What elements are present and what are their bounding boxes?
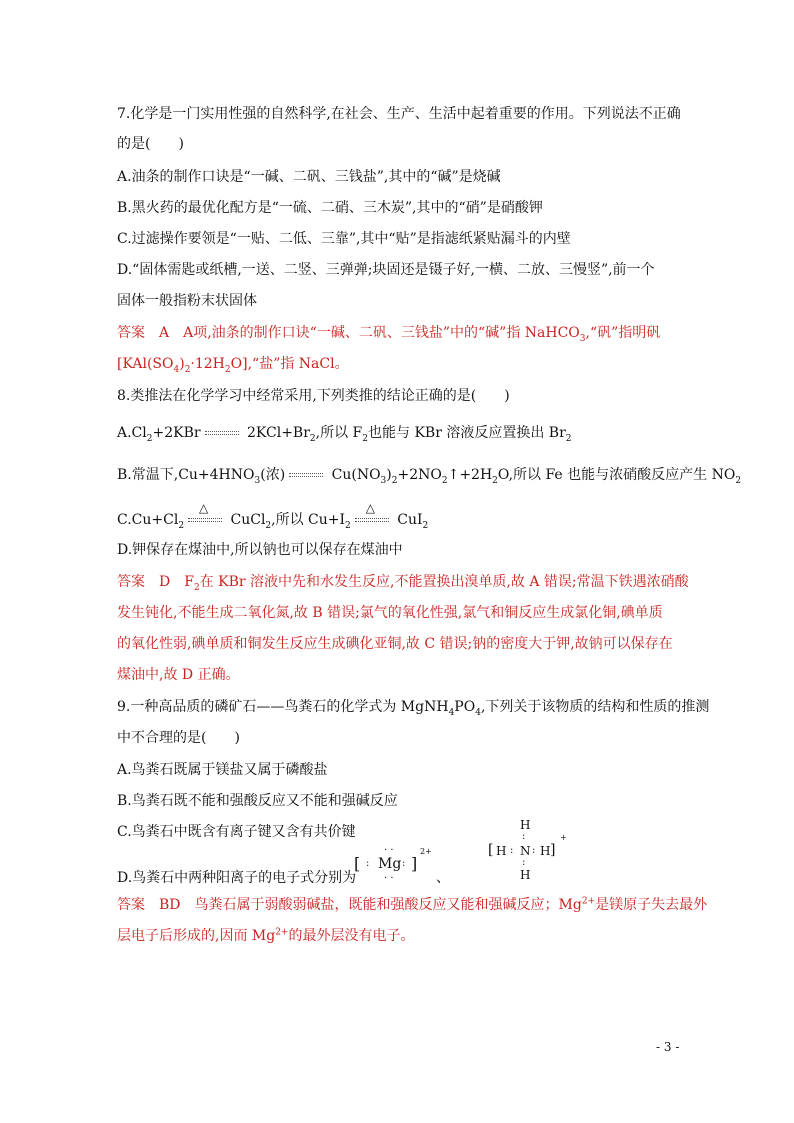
q8-stem: 8.类推法在化学学习中经常采用,下列类推的结论正确的是( ) xyxy=(117,388,510,404)
q7-option-d-line1: D.“固体需匙或纸槽,一送、二竖、三弹弹;块固还是镊子好,一横、二放、三慢竖”,前一个 xyxy=(117,262,655,278)
q7-option-b: B.黑火药的最优化配方是“一硫、二硝、三木炭”,其中的“硝”是硝酸钾 xyxy=(117,200,543,216)
heat-arrow-icon: △ xyxy=(188,515,222,525)
q7-option-d-line2: 固体一般指粉末状固体 xyxy=(117,293,257,309)
q8-option-a: $A.Cl_2+2KBr$ $2KCl+Br_2$,所以 $F_2$也能与 KBr 溶液反应置换出 $Br_2$ xyxy=(117,425,572,444)
q7-stem-line2: 的是( ) xyxy=(117,136,184,152)
q9-stem-line1: 9.一种高品质的磷矿石——鸟粪石的化学式为 $MgNH_4PO_4$,下列关于该物质的结构和性质的推测 xyxy=(117,699,710,718)
q8-option-d: D.钾保存在煤油中,所以钠也可以保存在煤油中 xyxy=(117,542,403,558)
q8-option-c: $C.Cu+Cl_2$ △ CuCl$_2$,所以 $Cu+I_2$ △ CuI$_2$ xyxy=(117,501,429,531)
q7-answer-line1: 答案 A A项,油条的制作口诀“一碱、二矾、三钱盐”中的“碱”指 NaHCO$_3$,“矾”指明矾 xyxy=(117,325,661,344)
q7-answer-label: 答案 A xyxy=(117,325,170,341)
q9-answer-label: 答案 BD xyxy=(117,897,181,913)
q9-option-b: B.鸟粪石既不能和强酸反应又不能和强碱反应 xyxy=(117,793,398,809)
q8-answer-line1: 答案 D $F_2$在 KBr 溶液中先和水发生反应,不能置换出溴单质,故 A 错误;常温下铁遇浓硝酸 xyxy=(117,574,689,593)
q9-answer-line2: 层电子后形成的,因而 $Mg^{2+}$的最外层没有电子。 xyxy=(117,927,415,944)
page-number: - 3 - xyxy=(656,1040,680,1054)
equals-arrow-icon xyxy=(289,470,323,480)
nh4-ion-electron-formula: H : [ H : N : H ] + : H xyxy=(488,818,567,882)
heat-arrow-icon: △ xyxy=(355,515,389,525)
q9-option-d: D.鸟粪石中两种阳离子的电子式分别为 xyxy=(117,870,357,886)
q8-answer-line4: 煤油中,故 D 正确。 xyxy=(117,667,240,683)
equals-arrow-icon xyxy=(205,428,239,438)
q8-answer-label: 答案 D xyxy=(117,574,171,590)
q8-answer-line2: 发生钝化,不能生成二氧化氮,故 B 错误;氯气的氧化性强,氯气和铜反应生成氯化铜,碘单质 xyxy=(117,605,663,621)
q9-stem-line2: 中不合理的是( ) xyxy=(117,730,240,746)
q9-option-c: C.鸟粪石中既含有离子键又含有共价键 xyxy=(117,824,356,840)
q8-answer-line3: 的氧化性弱,碘单质和铜发生反应生成碘化亚铜,故 C 错误;钠的密度大于钾,故钠可以保存在 xyxy=(117,636,673,652)
q7-stem-line1: 7.化学是一门实用性强的自然科学,在社会、生产、生活中起着重要的作用。下列说法不正确 xyxy=(117,106,681,122)
q7-option-c: C.过滤操作要领是“一贴、二低、三靠”,其中“贴”是指滤纸紧贴漏斗的内壁 xyxy=(117,231,571,247)
q8-option-b: B.常温下$,Cu+4HNO_3$(浓) $Cu(NO_3)_2+2NO_2↑+2H_2O$,所以 Fe 也能与浓硝酸反应产生 $NO_2$ xyxy=(117,467,742,486)
q7-option-a: A.油条的制作口诀是“一碱、二矾、三钱盐”,其中的“碱”是烧碱 xyxy=(117,169,501,185)
q7-answer-line2: $[KAl(SO_4)_2\cdot 12H_2O],“$盐”指 NaCl。 xyxy=(117,356,349,375)
q9-option-a: A.鸟粪石既属于镁盐又属于磷酸盐 xyxy=(117,762,328,778)
q9-answer-line1: 答案 BD 鸟粪石属于弱酸弱碱盐，既能和强酸反应又能和强碱反应；$Mg^{2+}$是镁原子失去最外 xyxy=(117,896,708,913)
q9-option-d-separator: 、 xyxy=(436,870,450,886)
mg-ion-electron-formula: · · [ : Mg : ] 2+ · · xyxy=(354,845,432,884)
